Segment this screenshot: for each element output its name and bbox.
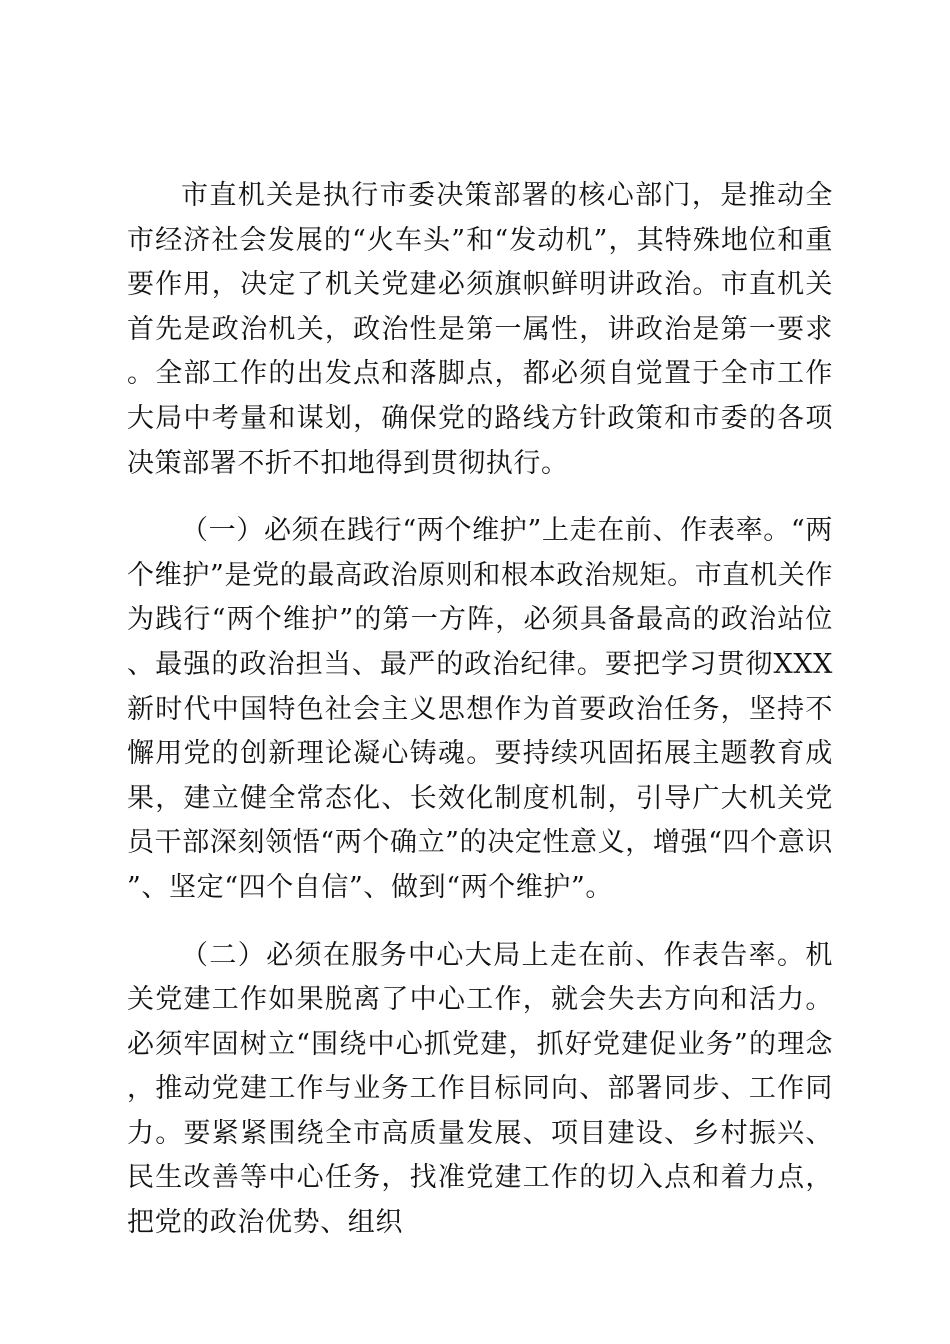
paragraph-section-1: （一）必须在践行“两个维护”上走在前、作表率。“两个维护”是党的最高政治原则和根本政治规矩。市直机关作为践行“两个维护”的第一方阵，必须具备最高的政治站位、最强的政治担当、最严的政治纪律。要把学习贯彻XXX新时代中国特色社会主义思想作为首要政治任务，坚持不懈用党的创新理论凝心铸魂。要持续巩固拓展主题教育成果，建立健全常态化、长效化制度机制，引导广大机关党员干部深刻领悟“两个确立”的决定性意义，增强“四个意识”、坚定“四个自信”、做到“两个维护”。 bbox=[127, 515, 833, 903]
paragraph-section-2: （二）必须在服务中心大局上走在前、作表告率。机关党建工作如果脱离了中心工作，就会失去方向和活力。必须牢固树立“围绕中心抓党建，抓好党建促业务”的理念，推动党建工作与业务工作目标同向、部署同步、工作同力。要紧紧围绕全市高质量发展、项目建设、乡村振兴、民生改善等中心任务，找准党建工作的切入点和着力点，把党的政治优势、组织 bbox=[127, 939, 833, 1239]
document-body bbox=[127, 174, 833, 1269]
paragraph-intro: 市直机关是执行市委决策部署的核心部门，是推动全市经济社会发展的“火车头”和“发动机”，其特殊地位和重要作用，决定了机关党建必须旗帜鲜明讲政治。市直机关首先是政治机关，政治性是第一属性，讲政治是第一要求。全部工作的出发点和落脚点，都必须自觉置于全市工作大局中考量和谋划，确保党的路线方针政策和市委的各项决策部署不折不扣地得到贯彻执行。 bbox=[127, 180, 833, 479]
